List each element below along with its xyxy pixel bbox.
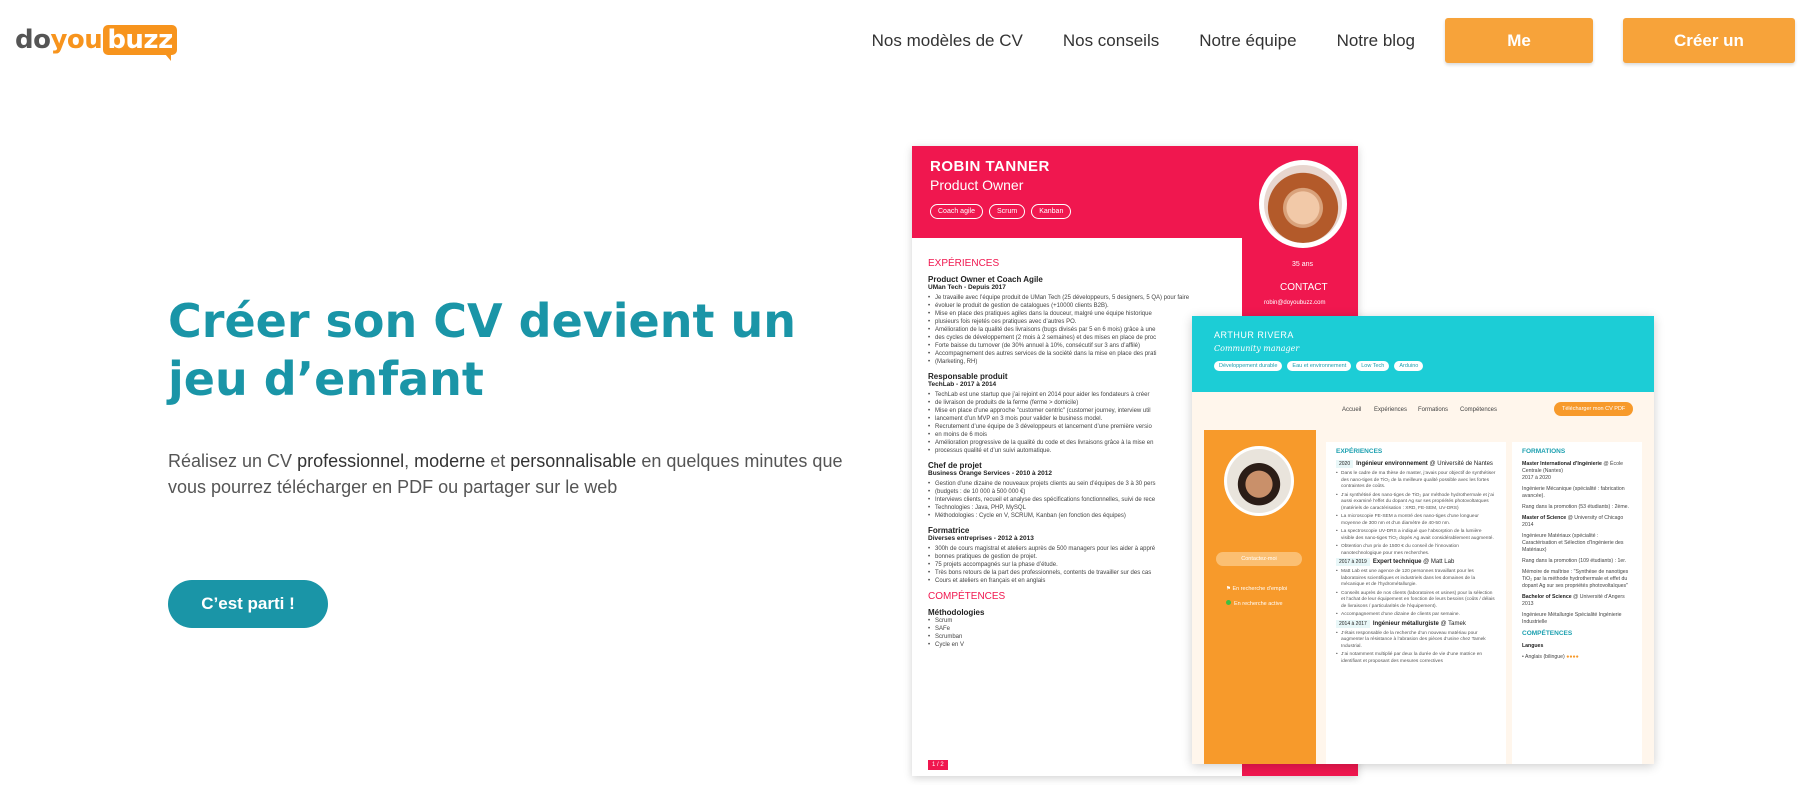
cv2-job-heading (1336, 559, 1496, 565)
cv1-job-bullet: • 300h de cours magistral et ateliers auprès de 500 managers pour les aider à appré (928, 545, 1238, 553)
cv1-job-bullet: • Mise en place d’une approche "customer centric" (customer journey, interview util (928, 407, 1238, 415)
cv1-job-bullet: • Très bons retours de la part des professionnels, contents de travailler sur des cas (928, 569, 1238, 577)
cv2-formation-title: Master of Science (1522, 515, 1567, 521)
cv2-formation-year: 2014 (1522, 522, 1534, 528)
cv2-job-bullet: • La microscopie FE-SEM a montré des nano-tiges d’une longueur moyenne de 300 nm et d’un diamètre de 40-50 nm. (1336, 514, 1496, 527)
cv-preview-arthur (1192, 316, 1654, 764)
cv2-job-org: @ Tamek (1440, 620, 1466, 627)
cv2-nav (1192, 392, 1654, 430)
cv1-job-subtitle: Diverses entreprises - 2012 à 2013 (928, 535, 1034, 542)
cv1-job-title: Responsable produit (928, 372, 1008, 381)
hero-subtitle (168, 448, 848, 500)
cv1-skill-item: • Scrumban (928, 633, 1238, 641)
cv1-job-bullet: • Mise en place des pratiques agiles dans la douceur, malgré une équipe historique (928, 310, 1238, 318)
cv1-skill-item: • SAFe (928, 625, 1238, 633)
cv2-job-bullet: • Obtention d’un prix de 1500 € du conseil de l’innovation nanotechnologique pour mes recherches. (1336, 544, 1496, 557)
cv1-job-bullet: • en moins de 6 mois (928, 431, 1238, 439)
cv1-job-subtitle: TechLab - 2017 à 2014 (928, 381, 997, 388)
cv1-avatar (1259, 160, 1347, 248)
cv2-header-band (1192, 316, 1654, 392)
cv2-nav-formations: Formations (1418, 407, 1449, 413)
cv1-job-bullet: • lancement d’un MVP en 3 mois pour valider le business model. (928, 415, 1238, 423)
logo-part: do (15, 25, 51, 55)
cv1-job-bullet: • (Marketing, RH) (928, 358, 1238, 366)
cv2-job-bullet: • Dans le cadre de ma thèse de master, j’avais pour objectif de synthétiser des nano-tiges de TiO₂ de la meilleure qualité possible avec les fortes contraintes de coûts. (1336, 471, 1496, 491)
cv2-job-bullet: • La spectroscopie UV-DRS a indiqué que l’absorption de la lumière visible des nano-tiges TiO₂ dopés Ag avait considérablement augmenté. (1336, 529, 1496, 542)
cv2-formation-line: Rang dans la promotion (109 étudiants) : 1er. (1522, 558, 1627, 564)
cv2-formation (1522, 594, 1632, 608)
cv2-status-active-text: En recherche active (1234, 601, 1283, 607)
login-button[interactable]: Me connecter (1445, 18, 1593, 63)
start-button[interactable]: C’est parti ! (168, 580, 328, 628)
cv1-job-bullet: • processus qualité et d’un suivi automatique. (928, 447, 1238, 455)
cv1-job-bullet: • Forte baisse du turnover (de 30% annuel à 10%, consécutif sur 3 ans d’affilé) (928, 342, 1238, 350)
cv2-formation-year: 2017 à 2020 (1522, 475, 1551, 481)
cv2-avatar-image (1227, 449, 1291, 513)
cv1-job-bullet: • Recrutement d’une équipe de 3 développeurs et lancement d’une première versio (928, 423, 1238, 431)
nav-team[interactable]: Notre équipe (1199, 30, 1297, 50)
site-header (0, 0, 1815, 95)
cv1-job-bullet: • Amélioration progressive de la qualité du code et des livraisons grâce à la mise en (928, 439, 1238, 447)
cv1-skills-sub: Méthodologies (928, 608, 985, 617)
cv2-job-year: 2020 (1336, 460, 1353, 468)
subtitle-text: et (485, 451, 511, 471)
cv1-job-title: Product Owner et Coach Agile (928, 275, 1043, 284)
cv1-job-bullet: • Gestion d’une dizaine de nouveaux projets clients au sein d’équipes de 3 à 30 pers (928, 480, 1238, 488)
cv2-role: Community manager (1214, 344, 1300, 353)
subtitle-text: Réalisez un CV (168, 451, 298, 471)
cv1-job-bullet: • TechLab est une startup que j’ai rejoint en 2014 pour aider les fondateurs à créer (928, 391, 1238, 399)
cv2-job-bullet: • J’ai notamment multiplié par deux la durée de vie d’une matrice en identifiant et proposant des mesures correctives (1336, 652, 1496, 665)
cv1-job-bullet: • Technologies : Java, PHP, MySQL (928, 504, 1238, 512)
cv2-job-title: Ingénieur métallurgiste (1372, 620, 1439, 627)
cv2-tag: Arduino (1394, 361, 1423, 371)
cv2-formations (1522, 461, 1632, 626)
cv2-tag: Développement durable (1214, 361, 1282, 371)
cv2-status-job: ⚑ En recherche d’emploi (1226, 586, 1288, 592)
cv1-job-subtitle: UMan Tech - Depuis 2017 (928, 284, 1006, 291)
cv1-contact-title: CONTACT (1280, 282, 1328, 293)
cv2-nav-home: Accueil (1342, 407, 1362, 413)
signup-button[interactable]: Créer un compte (1623, 18, 1795, 63)
cv1-tag: Coach agile (930, 204, 983, 219)
cv2-status-active (1226, 600, 1283, 607)
cv2-job-org: @ Université de Nantes (1429, 461, 1493, 467)
cv1-email: robin@doyoubuzz.com (1264, 300, 1326, 306)
cv2-job-bullet: • Conseils auprès de nos clients (laboratoires et usines) pour la sélection et l’achat de leur équipement en fonction de leurs besoins (coûts / délais de livraisons / particularités de l’équipement). (1336, 591, 1496, 611)
cv1-job-bullet: • (budgets : de 10 000 à 500 000 €) (928, 488, 1238, 496)
logo-part: you (50, 25, 103, 55)
cv2-avatar (1224, 446, 1294, 516)
cv2-formation-org: @ University of Chicago (1567, 515, 1624, 521)
cv2-formation-line: Rang dans la promotion (53 étudiants) : 2ème. (1522, 504, 1629, 510)
cv2-job-heading (1336, 461, 1496, 467)
cv1-job-bullet: • de livraison de produits de la ferme (ferme > domicile) (928, 399, 1238, 407)
cv1-tag: Kanban (1031, 204, 1071, 219)
cv2-formation-line: Ingénieure Matériaux (spécialité : Caractérisation et Sélection d’Ingénierie des Matériaux) (1522, 533, 1624, 553)
cv2-job-year: 2017 à 2019 (1336, 558, 1370, 566)
cv2-experiences-panel (1326, 442, 1506, 764)
cv2-formation-title: Bachelor of Science (1522, 594, 1572, 600)
cv1-job-bullet: • des cycles de développement (2 mois à 2 semaines) et des mises en place de proc (928, 334, 1238, 342)
cv2-job-bullet: • Accompagnement d’une dizaine de clients par semaine. (1336, 612, 1496, 619)
cv1-tags (930, 204, 1077, 219)
rating-dots-icon: ●●●● (1566, 654, 1579, 660)
cv2-formation-line: Ingénierie Mécanique (spécialité : fabrication avancée). (1522, 486, 1625, 499)
main-nav (832, 18, 1795, 95)
cv1-name: ROBIN TANNER (930, 158, 1050, 175)
cv2-job-org: @ Matt Lab (1423, 559, 1455, 565)
cv2-job-title: Expert technique (1372, 559, 1422, 565)
cv2-exp-title: EXPÉRIENCES (1336, 448, 1383, 455)
cv2-formation-year: 2013 (1522, 601, 1534, 607)
cv2-job-bullet: • J’ai synthétisé des nano-tiges de TiO₂ par méthode hydrothermale et j’ai aussi examiné l’effet du dopant Ag sur ses propriétés photovoltaïques (matériels de caractérisation : XRD, FE-SEM, UV-DRS) (1336, 493, 1496, 513)
cv2-formation-line: Ingénieure Métallurgie Spécialité Ingénierie Industrielle (1522, 612, 1622, 625)
subtitle-text: en quelques minutes que vous pourrez télécharger en PDF ou partager sur le web (168, 451, 843, 497)
cv2-download-button: Télécharger mon CV PDF (1554, 402, 1633, 416)
cv2-lang-title (1522, 643, 1632, 650)
cv2-tag: Low Tech (1356, 361, 1389, 371)
cv1-tag: Scrum (989, 204, 1025, 219)
cv2-formation-title: Master International d’Ingénierie (1522, 461, 1602, 467)
cv1-job-title: Chef de projet (928, 461, 982, 470)
cv2-formation-org: @ Université d’Angers (1573, 594, 1625, 600)
cv1-job-title: Formatrice (928, 526, 970, 535)
status-dot-icon (1226, 600, 1231, 605)
cv1-avatar-image (1264, 165, 1342, 243)
cv1-job-subtitle: Business Orange Services - 2010 à 2012 (928, 470, 1052, 477)
cv1-job-bullet: • Cours et ateliers en français et en anglais (928, 577, 1238, 585)
cv2-formation (1522, 461, 1632, 482)
logo-part: buzz (103, 25, 176, 55)
cv2-nav-skills: Compétences (1460, 407, 1498, 413)
cv1-page-indicator: 1 / 2 (928, 760, 948, 770)
cv2-formations-panel (1512, 442, 1642, 764)
cv2-formation (1522, 515, 1632, 529)
cv2-job-bullet: • Matt Lab est une agence de 120 personnes travaillant pour les laboratoires scientifiques et industriels dans les domaines de la mécanique et de l’hydrométallurgie. (1336, 569, 1496, 589)
nav-cv-templates[interactable]: Nos modèles de CV (871, 30, 1023, 50)
doyoubuzz-logo[interactable] (15, 22, 177, 58)
cv1-job-bullet: • évoluer le produit de gestion de catalogues (+10000 clients B2B). (928, 302, 1238, 310)
cv1-role: Product Owner (930, 177, 1024, 193)
cv1-job-bullet: • 75 projets accompagnés sur la phase d’étude. (928, 561, 1238, 569)
cv1-job-bullet: • plusieurs fois rejetés ces pratiques avec d’autres PO. (928, 318, 1238, 326)
cv2-status-job-text: En recherche d’emploi (1232, 586, 1288, 592)
cv1-job-bullet: • Accompagnement des autres services de la société dans la mise en place des prati (928, 350, 1238, 358)
nav-blog[interactable]: Notre blog (1336, 30, 1415, 50)
cv1-job-bullet: • Interviews clients, recueil et analyse des spécifications fonctionnelles, suivi de rece (928, 496, 1238, 504)
cv2-name: ARTHUR RIVERA (1214, 330, 1294, 340)
subtitle-emphasis: professionnel (297, 451, 405, 471)
cv1-skill-item: • Cycle en V (928, 641, 1238, 649)
cv2-lang-title-text: Langues (1522, 643, 1544, 649)
cv1-job-bullet: • Amélioration de la qualité des livraisons (bugs divisés par 5 en 6 mois) grâce à une (928, 326, 1238, 334)
subtitle-emphasis: moderne (414, 451, 486, 471)
cv1-experiences-title: EXPÉRIENCES (928, 258, 1000, 269)
cv2-contact-button: Contactez-moi (1216, 552, 1302, 566)
cv2-lang: • Anglais (bilingue) ●●●● (1522, 654, 1579, 660)
subtitle-emphasis: personnalisable (510, 451, 637, 471)
cv2-job-title: Ingénieur environnement (1356, 461, 1428, 467)
cv2-job-heading (1336, 621, 1496, 627)
cv2-formation-line: Mémoire de maîtrise : "Synthèse de nanotiges TiO₂ par la méthode hydrothermale et effet du dopant Ag sur ses propriétés photovoltaïques" (1522, 569, 1629, 589)
hero-title: Créer son CV devient un jeu d’enfant (168, 294, 796, 406)
cv1-age: 35 ans (1292, 261, 1314, 268)
cv2-formation-org: @ École Centrale (Nantes) (1522, 461, 1623, 474)
cv2-lang-text: Anglais (bilingue) (1524, 654, 1565, 660)
cv2-tags (1214, 361, 1428, 371)
cv2-jobs (1336, 461, 1496, 665)
cv2-form-title: FORMATIONS (1522, 448, 1566, 455)
cv2-tag: Eau et environnement (1287, 361, 1351, 371)
cv1-job-bullet: • Méthodologies : Cycle en V, SCRUM, Kanban (en fonction des équipes) (928, 512, 1238, 520)
cv1-skill-item: • Scrum (928, 617, 1238, 625)
cv1-job-bullet: • Je travaille avec l’équipe produit de UMan Tech (25 développeurs, 5 designers, 5 QA) pour faire (928, 294, 1238, 302)
cv2-job-bullet: • J’étais responsable de la recherche d’un nouveau matériau pour augmenter la résistance à l’abrasion des pièces d’usine chez Tamek Industrial. (1336, 631, 1496, 651)
subtitle-text: , (404, 451, 415, 471)
cv1-job-bullet: • bonnes pratiques de gestion de projet. (928, 553, 1238, 561)
nav-advice[interactable]: Nos conseils (1062, 30, 1160, 50)
cv1-skills-title: COMPÉTENCES (928, 591, 1006, 602)
cv2-job-year: 2014 à 2017 (1336, 620, 1370, 628)
cv2-comp-title: COMPÉTENCES (1522, 630, 1573, 637)
cv2-nav-experiences: Expériences (1374, 407, 1408, 413)
